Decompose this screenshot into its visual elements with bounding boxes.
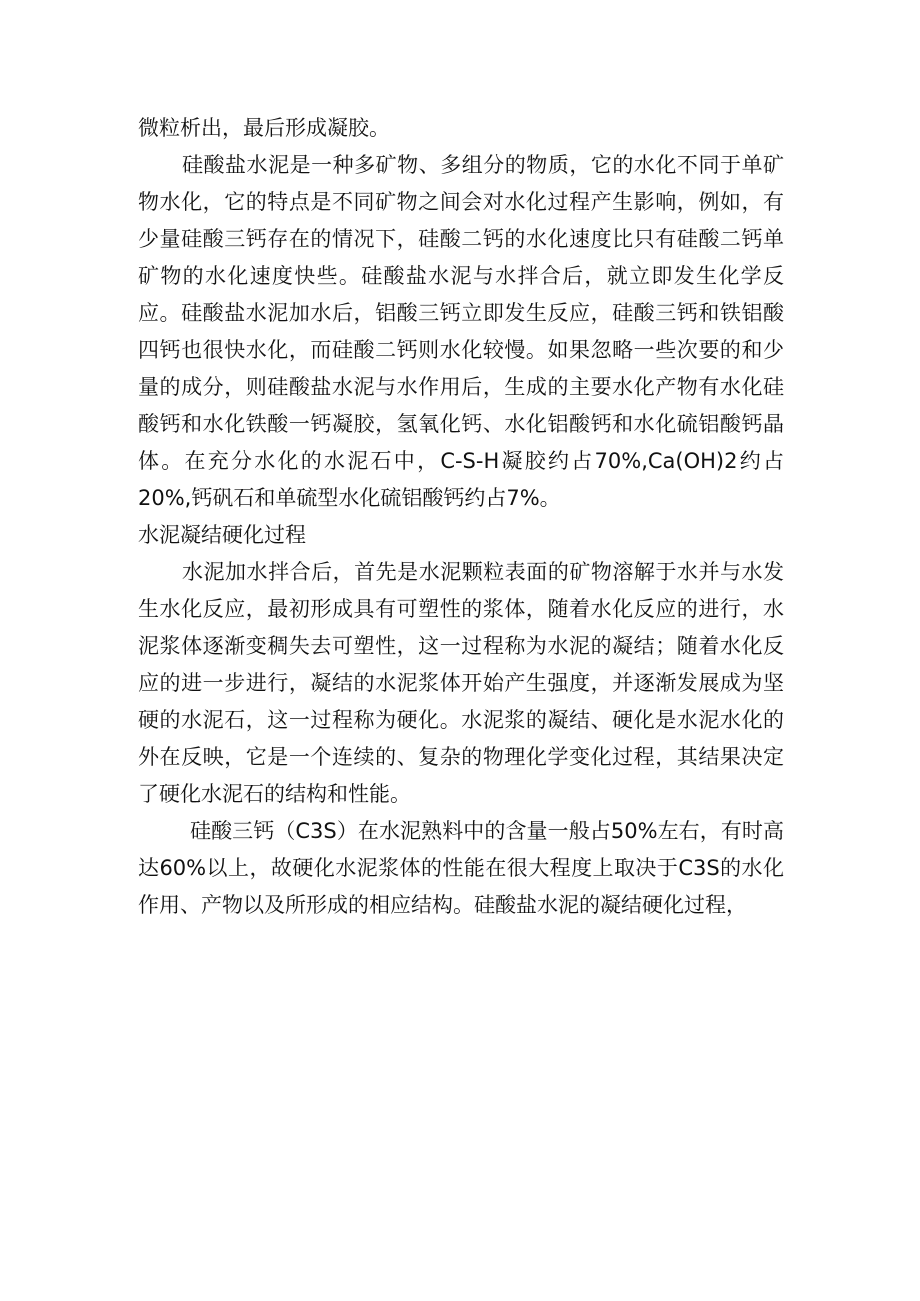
paragraph-c3s: 硅酸三钙（C3S）在水泥熟料中的含量一般占50%左右，有时高达60%以上，故硬化水泥浆体的性能在很大程度上取决于C3S的水化作用、产物以及所形成的相应结构。硅酸盐水泥的凝结硬化过程， <box>138 819 784 917</box>
section-heading: 水泥凝结硬化过程 <box>138 523 306 547</box>
paragraph-continuation: 微粒析出，最后形成凝胶。 <box>138 116 390 140</box>
document-body <box>138 110 784 924</box>
paragraph-hydration-mechanism: 硅酸盐水泥是一种多矿物、多组分的物质，它的水化不同于单矿物水化，它的特点是不同矿物之间会对水化过程产生影响，例如，有少量硅酸三钙存在的情况下，硅酸二钙的水化速度比只有硅酸二钙单矿物的水化速度快些。硅酸盐水泥与水拌合后，就立即发生化学反应。硅酸盐水泥加水后，铝酸三钙立即发生反应，硅酸三钙和铁铝酸四钙也很快水化，而硅酸二钙则水化较慢。如果忽略一些次要的和少量的成分，则硅酸盐水泥与水作用后，生成的主要水化产物有水化硅酸钙和水化铁酸一钙凝胶，氢氧化钙、水化铝酸钙和水化硫铝酸钙晶体。在充分水化的水泥石中，C-S-H凝胶约占70%,Ca(OH)2约占20%,钙矾石和单硫型水化硫铝酸钙约占7%。 <box>138 153 784 510</box>
paragraph-setting-hardening: 水泥加水拌合后，首先是水泥颗粒表面的矿物溶解于水并与水发生水化反应，最初形成具有可塑性的浆体，随着水化反应的进行，水泥浆体逐渐变稠失去可塑性，这一过程称为水泥的凝结；随着水化反应的进一步进行，凝结的水泥浆体开始产生强度，并逐渐发展成为坚硬的水泥石，这一过程称为硬化。水泥浆的凝结、硬化是水泥水化的外在反映，它是一个连续的、复杂的物理化学变化过程，其结果决定了硬化水泥石的结构和性能。 <box>138 560 784 806</box>
